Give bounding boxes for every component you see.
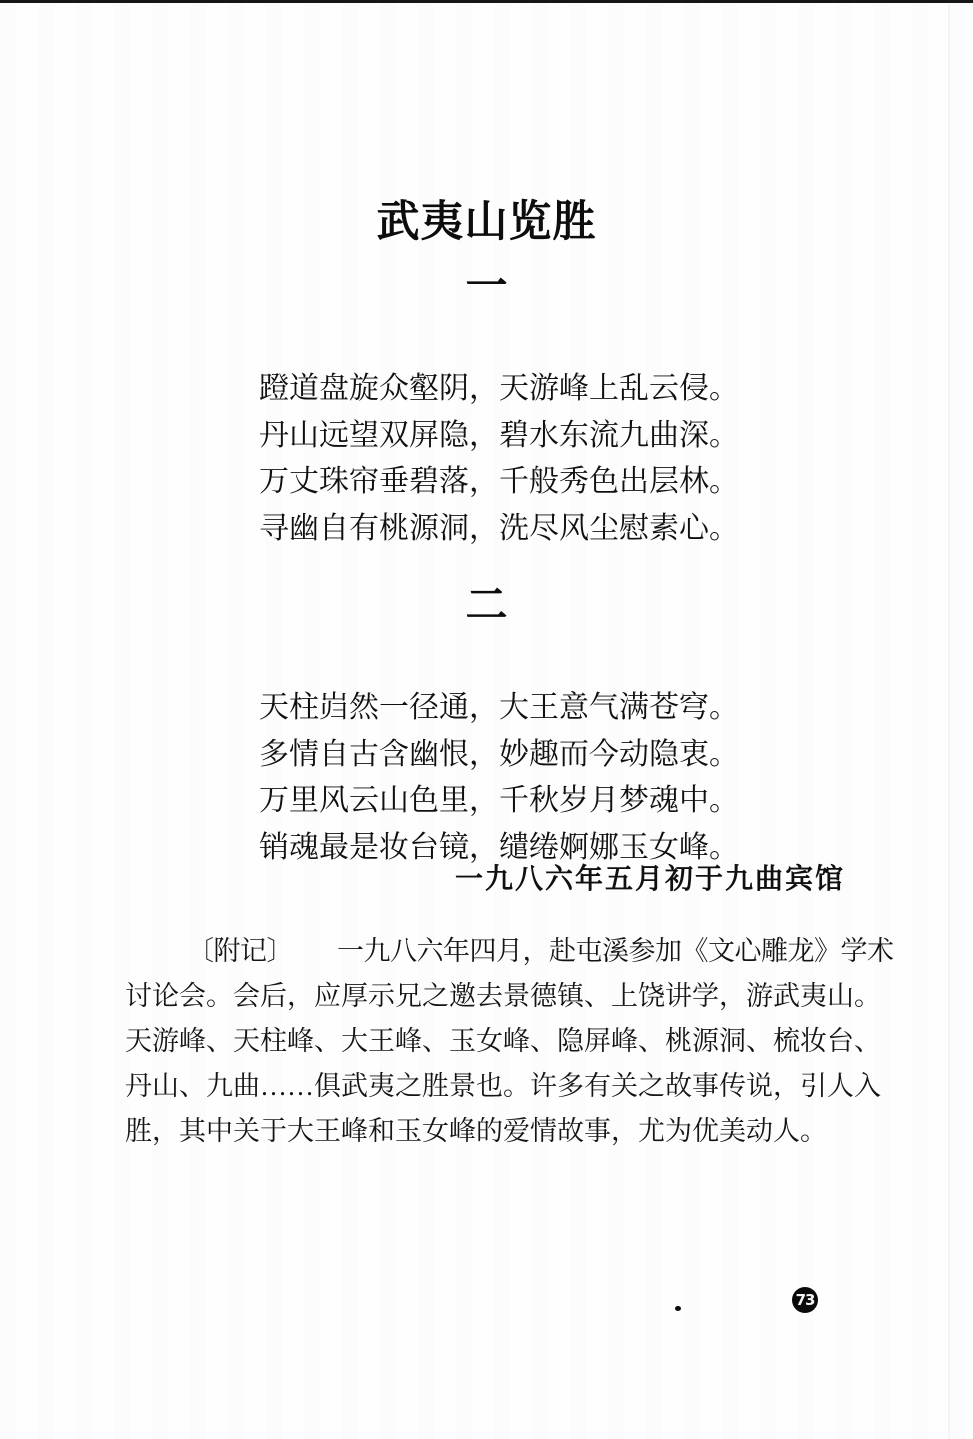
poem-one-line-1: 蹬道盘旋众壑阴，天游峰上乱云侵。 [259,372,739,405]
poem-one-line-3: 万丈珠帘垂碧落，千般秀色出层林。 [259,465,739,498]
page-number: 73 [795,1291,815,1309]
date-attribution: 一九八六年五月初于九曲宾馆 [454,864,845,895]
poem-two-line-1: 天柱岿然一径通，大王意气满苍穹。 [259,691,739,724]
postscript-note [125,929,895,1154]
poem-two-line-4: 销魂最是妆台镜，缱绻婀娜玉女峰。 [259,830,739,864]
poem-two [259,685,739,871]
postscript-line-1-text: 一九八六年四月，赴屯溪参加《文心雕龙》学术 [337,936,894,966]
poem-one-line-4: 寻幽自有桃源洞，洗尽风尘慰素心。 [259,511,739,545]
poem-one-line-2: 丹山远望双屏隐，碧水东流九曲深。 [259,418,739,452]
postscript-line-5: 胜，其中关于大王峰和玉女峰的爱情故事，尤为优美动人。 [125,1116,827,1146]
ink-speck [675,1306,681,1311]
page-number-badge [792,1287,818,1313]
postscript-line-4: 丹山、九曲……俱武夷之胜景也。许多有关之故事传说，引人入 [125,1071,881,1101]
poem-two-line-2: 多情自古含幽恨，妙趣而今动隐衷。 [259,737,739,771]
postscript-line-1 [125,929,895,974]
poem-two-line-3: 万里风云山色里，千秋岁月梦魂中。 [259,784,739,817]
scan-top-edge-line [0,0,973,3]
postscript-line-3: 天游峰、天柱峰、大王峰、玉女峰、隐屏峰、桃源洞、梳妆台、 [125,1026,881,1056]
poem-title: 武夷山览胜 [376,199,597,246]
poem-one [259,366,739,552]
postscript-label: 〔附记〕 [187,936,293,966]
section-marker-one: 一 [465,264,508,310]
postscript-line-2: 讨论会。会后，应厚示兄之邀去景德镇、上饶讲学，游武夷山。 [125,981,881,1011]
section-marker-two: 二 [465,583,508,629]
